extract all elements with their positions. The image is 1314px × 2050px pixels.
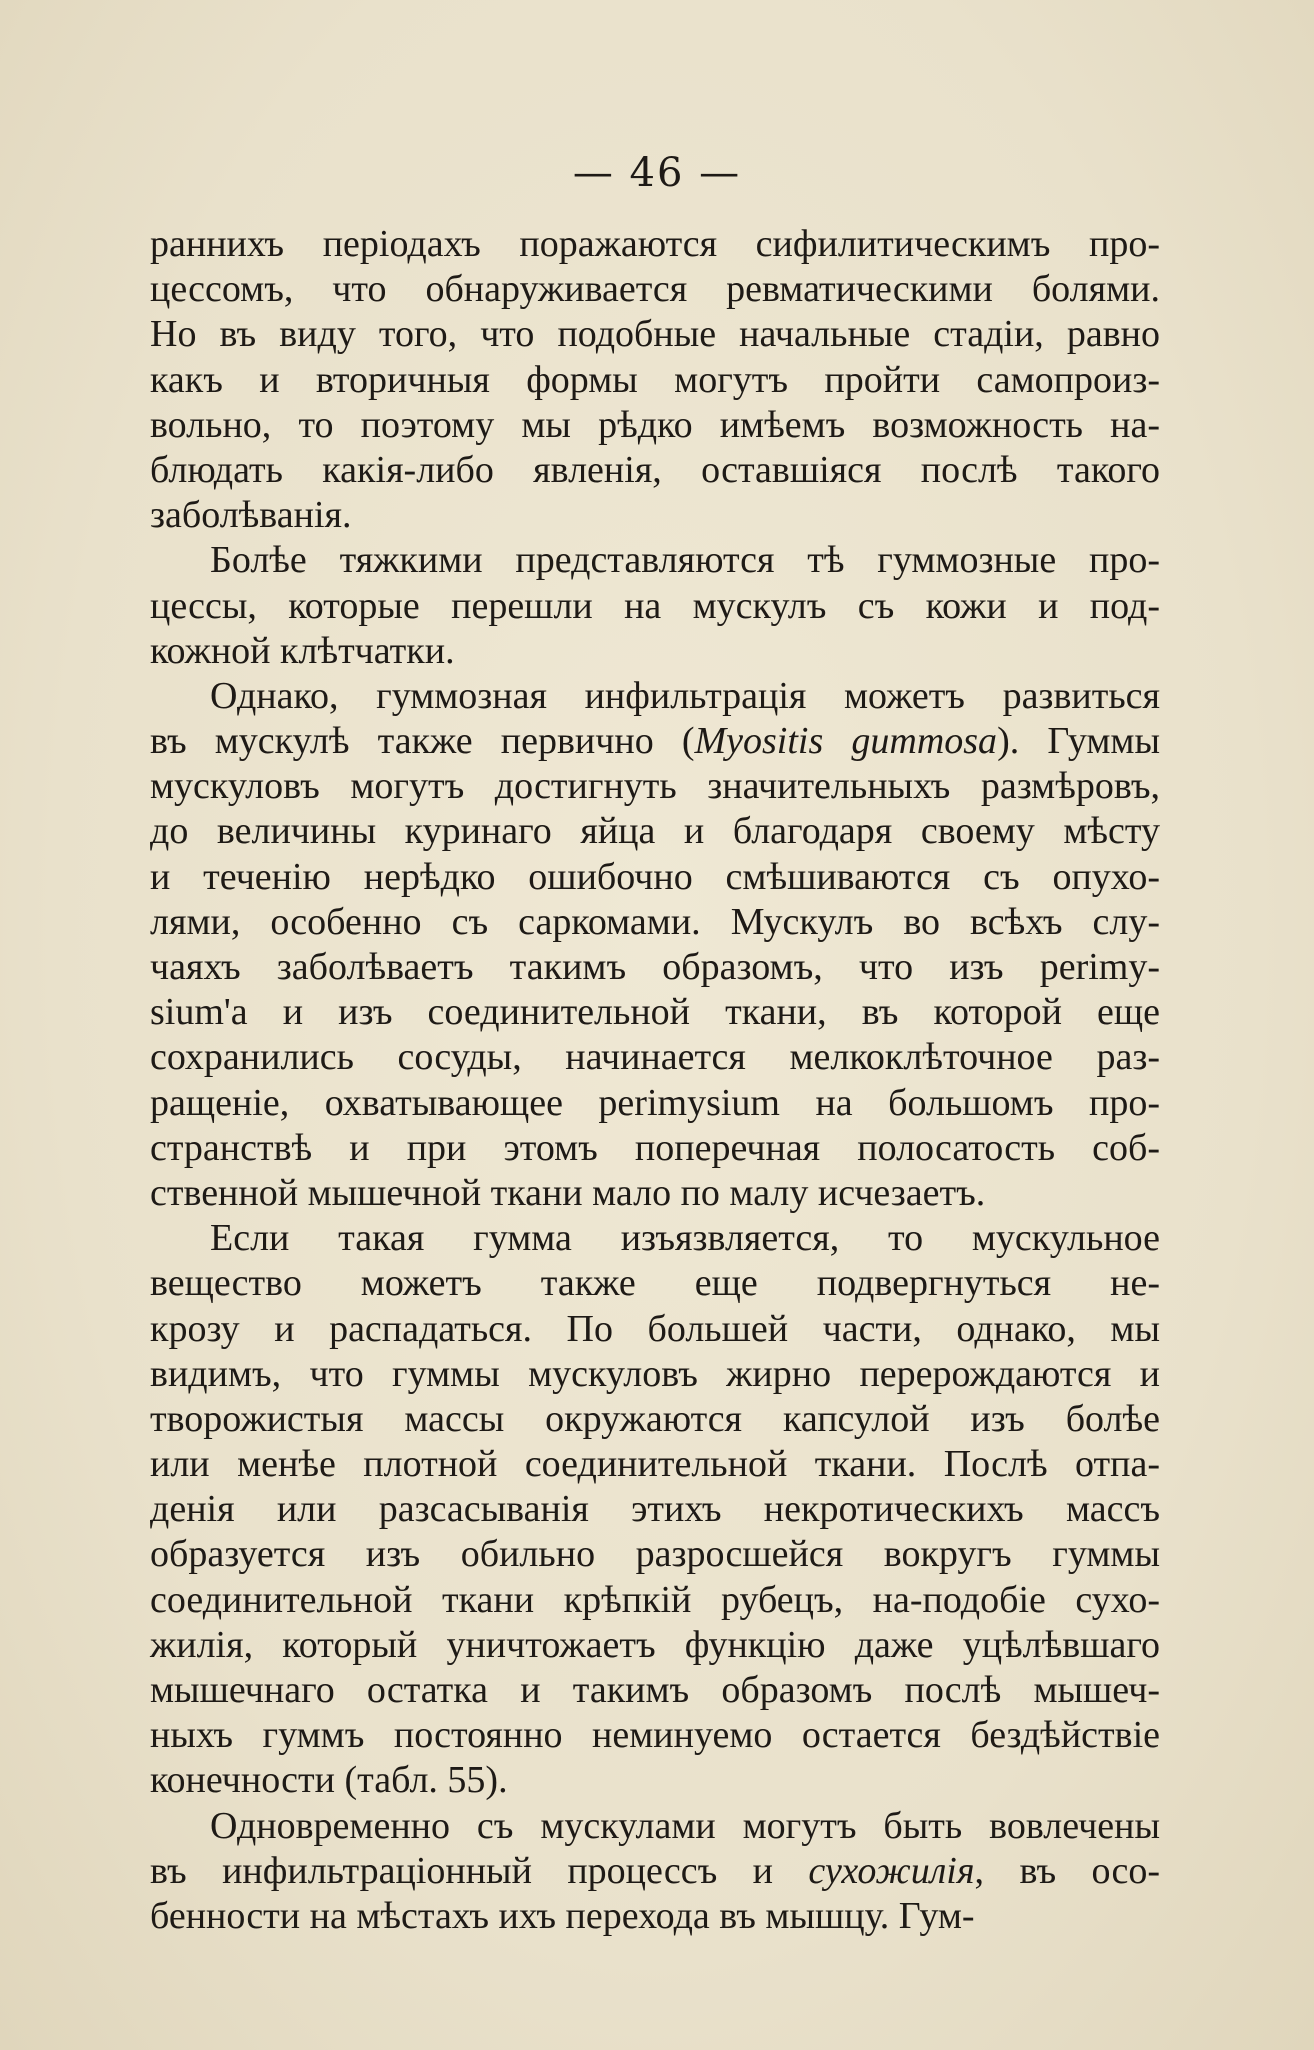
text-line: ственной мышечной ткани мало по малу исчезаетъ. xyxy=(150,1171,986,1214)
text-line: Но въ виду того, что подобные начальные стадіи, равно xyxy=(150,313,1160,356)
text-line: ращеніе, охватывающее perimysium на большомъ про- xyxy=(150,1081,1160,1124)
text-line: чаяхъ заболѣваетъ такимъ образомъ, что изъ perimy- xyxy=(150,946,1160,988)
text-line: денія или разсасыванія этихъ некротическихъ массъ xyxy=(150,1488,1160,1531)
paragraph xyxy=(150,222,1160,538)
text-line: Однако, гуммозная инфильтрація можетъ развиться xyxy=(210,674,1160,717)
text-line: видимъ, что гуммы мускуловъ жирно перерождаются и xyxy=(150,1352,1160,1395)
text-line: Одновременно съ мускулами могутъ быть вовлечены xyxy=(210,1804,1160,1847)
text-line: странствѣ и при этомъ поперечная полосатость соб- xyxy=(150,1126,1160,1169)
text-line: Если такая гумма изъязвляется, то мускульное xyxy=(210,1217,1160,1260)
text-line: творожистыя массы окружаются капсулой изъ болѣе xyxy=(150,1397,1160,1440)
text-line: до величины куринаго яйца и благодаря своему мѣсту xyxy=(150,810,1160,853)
paragraph xyxy=(150,538,1160,674)
page-number: — 46 — xyxy=(572,150,742,196)
text-line: sium'а и изъ соединительной ткани, въ которой еще xyxy=(150,991,1160,1034)
text-line: вольно, то поэтому мы рѣдко имѣемъ возможность на- xyxy=(150,403,1160,446)
text-line: въ инфильтраціонный процессъ и сухожилія, въ осо- xyxy=(150,1849,1160,1892)
text-line: Болѣе тяжкими представляются тѣ гуммозные про- xyxy=(210,539,1160,582)
body-text xyxy=(150,222,1160,1939)
text-line: въ мускулѣ также первично (Myositis gummosa). Гуммы xyxy=(150,720,1160,763)
text-line: крозу и распадаться. По большей части, однако, мы xyxy=(150,1307,1160,1350)
text-line: сохранились сосуды, начинается мелкоклѣточное раз- xyxy=(150,1036,1160,1079)
text-line: и теченію нерѣдко ошибочно смѣшиваются съ опухо- xyxy=(150,855,1160,898)
text-line: бенности на мѣстахъ ихъ перехода въ мышцу. Гум- xyxy=(150,1894,975,1937)
paragraph xyxy=(150,674,1160,1216)
text-line: заболѣванія. xyxy=(150,494,352,537)
text-line: мышечнаго остатка и такимъ образомъ послѣ мышеч- xyxy=(150,1669,1160,1711)
text-line: цессы, которые перешли на мускулъ съ кожи и под- xyxy=(150,584,1160,627)
text-line: ныхъ гуммъ постоянно неминуемо остается бездѣйствіе xyxy=(150,1714,1160,1757)
text-line: лями, особенно съ саркомами. Мускулъ во всѣхъ слу- xyxy=(150,900,1160,943)
italic-term: сухожилія xyxy=(808,1849,975,1892)
text-line: вещество можетъ также еще подвергнуться не- xyxy=(150,1262,1160,1305)
paragraph xyxy=(150,1216,1160,1803)
text-line: образуется изъ обильно разросшейся вокругъ гуммы xyxy=(150,1533,1160,1576)
paragraph xyxy=(150,1804,1160,1940)
text-line: какъ и вторичныя формы могутъ пройти самопроиз- xyxy=(150,358,1160,401)
text-line: раннихъ періодахъ поражаются сифилитическимъ про- xyxy=(150,223,1160,265)
text-line: кожной клѣтчатки. xyxy=(150,629,455,672)
text-line: соединительной ткани крѣпкій рубецъ, на-подобіе сухо- xyxy=(150,1578,1160,1621)
text-line: цессомъ, что обнаруживается ревматическими болями. xyxy=(150,268,1160,311)
text-line: блюдать какія-либо явленія, оставшіяся послѣ такого xyxy=(150,448,1160,491)
italic-term: Myositis gummosa xyxy=(694,720,998,763)
text-line: конечности (табл. 55). xyxy=(150,1759,508,1802)
text-line: жилія, который уничтожаетъ функцію даже уцѣлѣвшаго xyxy=(150,1623,1160,1666)
text-line: или менѣе плотной соединительной ткани. Послѣ отпа- xyxy=(150,1443,1160,1486)
text-line: мускуловъ могутъ достигнуть значительныхъ размѣровъ, xyxy=(150,765,1160,808)
